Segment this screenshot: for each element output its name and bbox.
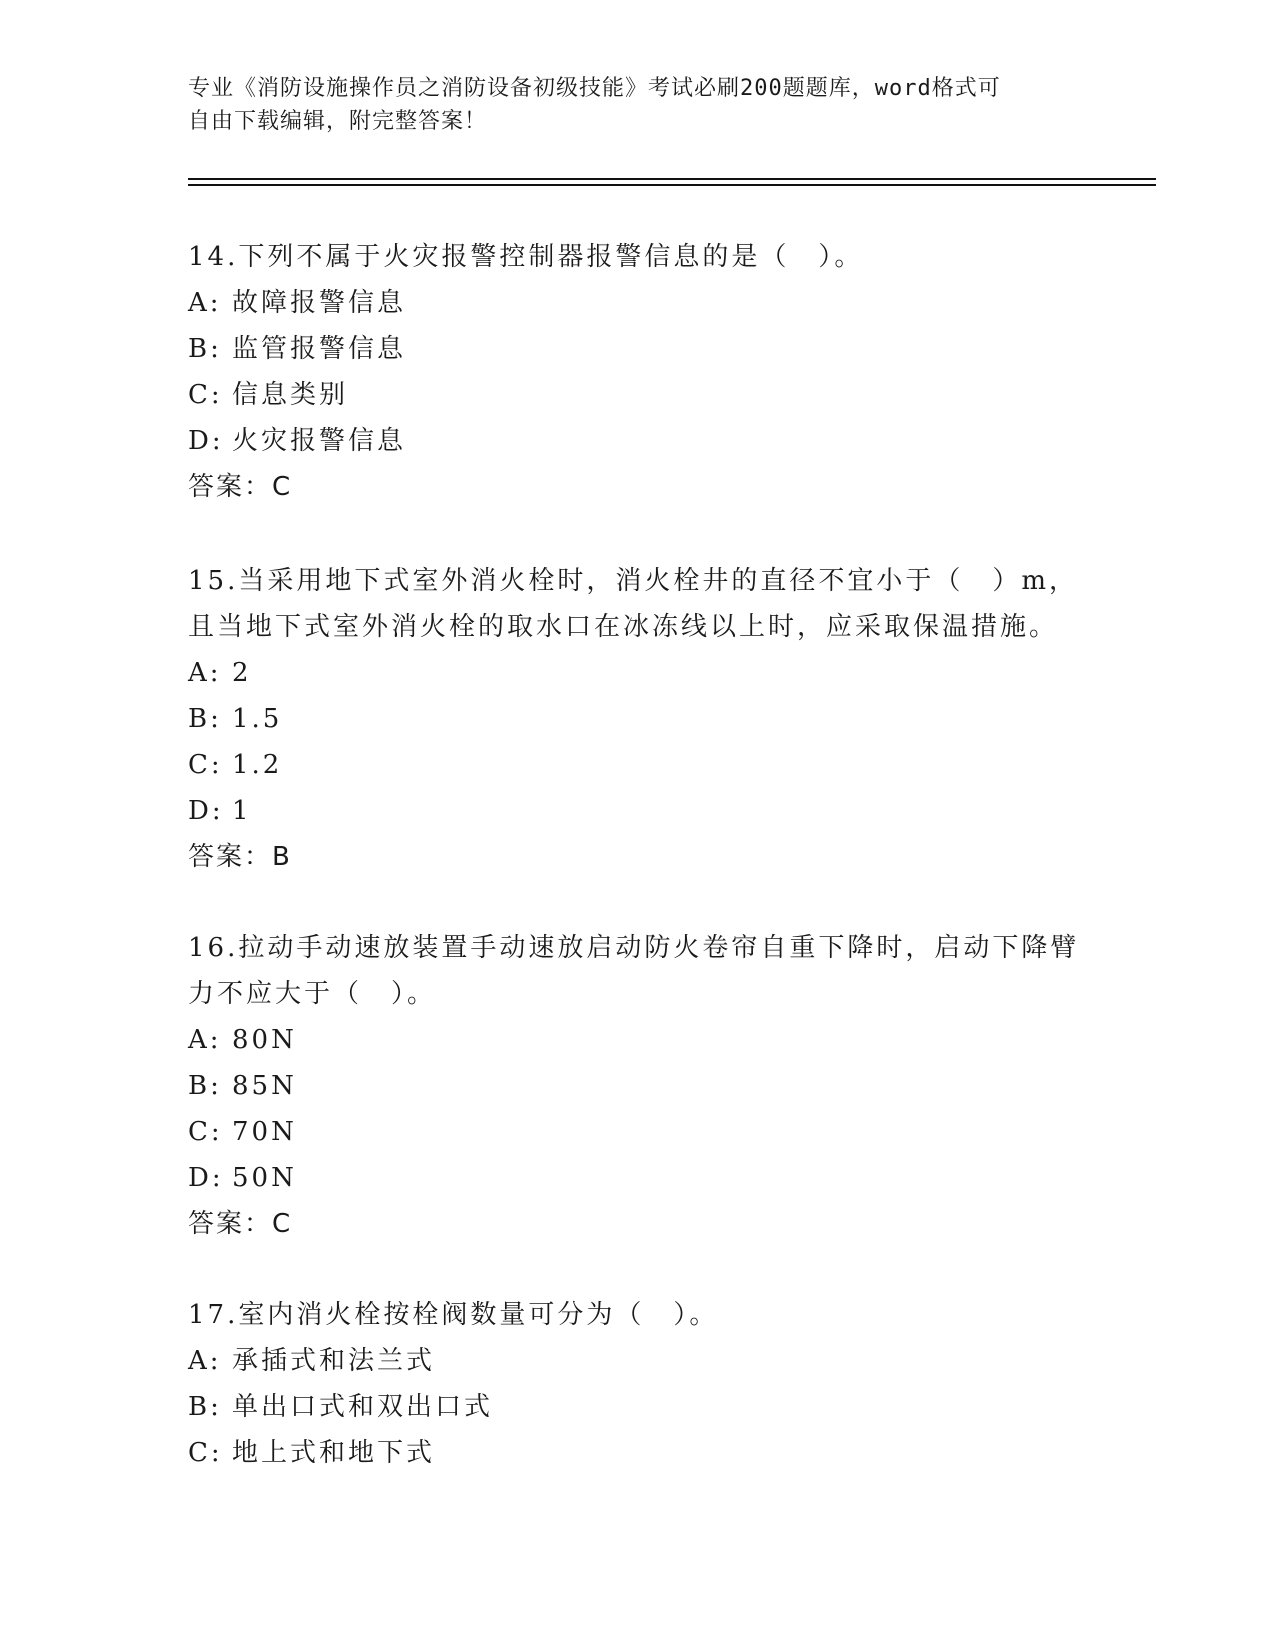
option-text: 80N xyxy=(232,1025,297,1055)
question-stem-line-2: 且当地下式室外消火栓的取水口在冰冻线以上时，应采取保温措施。 xyxy=(188,612,1059,642)
answer-line: 答案：B xyxy=(188,842,292,872)
option-d xyxy=(188,418,1088,464)
option-text: 1 xyxy=(232,796,252,826)
question-stem-line-1: 15.当采用地下式室外消火栓时，消火栓井的直径不宜小于（ ）m， xyxy=(188,566,1079,596)
question-16 xyxy=(188,925,1088,1247)
header-divider-top xyxy=(188,178,1156,180)
question-17 xyxy=(188,1292,1088,1476)
question-stem: 14.下列不属于火灾报警控制器报警信息的是（ ）。 xyxy=(188,242,864,272)
option-letter: A: xyxy=(188,1025,222,1055)
option-text: 监管报警信息 xyxy=(232,334,407,364)
question-stem: 17.室内消火栓按栓阀数量可分为（ ）。 xyxy=(188,1300,719,1330)
option-text: 火灾报警信息 xyxy=(232,426,407,456)
option-b xyxy=(188,1063,1088,1109)
option-letter: D: xyxy=(188,1163,224,1193)
option-letter: B: xyxy=(188,334,222,364)
option-letter: B: xyxy=(188,1071,222,1101)
option-letter: A: xyxy=(188,658,222,688)
option-b xyxy=(188,696,1088,742)
option-letter: D: xyxy=(188,426,224,456)
option-c xyxy=(188,1109,1088,1155)
option-a xyxy=(188,1338,1088,1384)
option-text: 1.2 xyxy=(232,750,283,780)
option-b xyxy=(188,1384,1088,1430)
option-text: 地上式和地下式 xyxy=(232,1438,436,1468)
option-c xyxy=(188,742,1088,788)
option-c xyxy=(188,372,1088,418)
answer-line: 答案：C xyxy=(188,472,293,502)
option-a xyxy=(188,650,1088,696)
option-letter: C: xyxy=(188,380,223,410)
question-stem-line-2: 力不应大于（ ）。 xyxy=(188,979,437,1009)
option-letter: A: xyxy=(188,1346,222,1376)
option-letter: C: xyxy=(188,1438,223,1468)
option-a xyxy=(188,1017,1088,1063)
answer-line: 答案：C xyxy=(188,1209,293,1239)
option-text: 承插式和法兰式 xyxy=(232,1346,436,1376)
option-c xyxy=(188,1430,1088,1476)
option-letter: C: xyxy=(188,1117,223,1147)
option-text: 单出口式和双出口式 xyxy=(232,1392,494,1422)
question-15 xyxy=(188,558,1088,880)
option-text: 50N xyxy=(232,1163,297,1193)
question-14 xyxy=(188,234,1088,510)
option-d xyxy=(188,788,1088,834)
question-stem-line-1: 16.拉动手动速放装置手动速放启动防火卷帘自重下降时，启动下降臂 xyxy=(188,933,1080,963)
option-letter: C: xyxy=(188,750,223,780)
option-letter: A: xyxy=(188,288,222,318)
document-header xyxy=(188,72,1088,138)
option-letter: B: xyxy=(188,704,222,734)
option-text: 1.5 xyxy=(232,704,283,734)
option-b xyxy=(188,326,1088,372)
option-d xyxy=(188,1155,1088,1201)
header-line-2: 自由下载编辑，附完整答案！ xyxy=(188,109,488,134)
option-text: 故障报警信息 xyxy=(232,288,407,318)
option-text: 2 xyxy=(232,658,252,688)
option-text: 85N xyxy=(232,1071,297,1101)
option-text: 70N xyxy=(232,1117,297,1147)
option-a xyxy=(188,280,1088,326)
header-divider-bottom xyxy=(188,184,1156,186)
option-letter: B: xyxy=(188,1392,222,1422)
option-letter: D: xyxy=(188,796,224,826)
header-line-1: 专业《消防设施操作员之消防设备初级技能》考试必刷200题题库，word格式可 xyxy=(188,76,1001,101)
option-text: 信息类别 xyxy=(232,380,349,410)
